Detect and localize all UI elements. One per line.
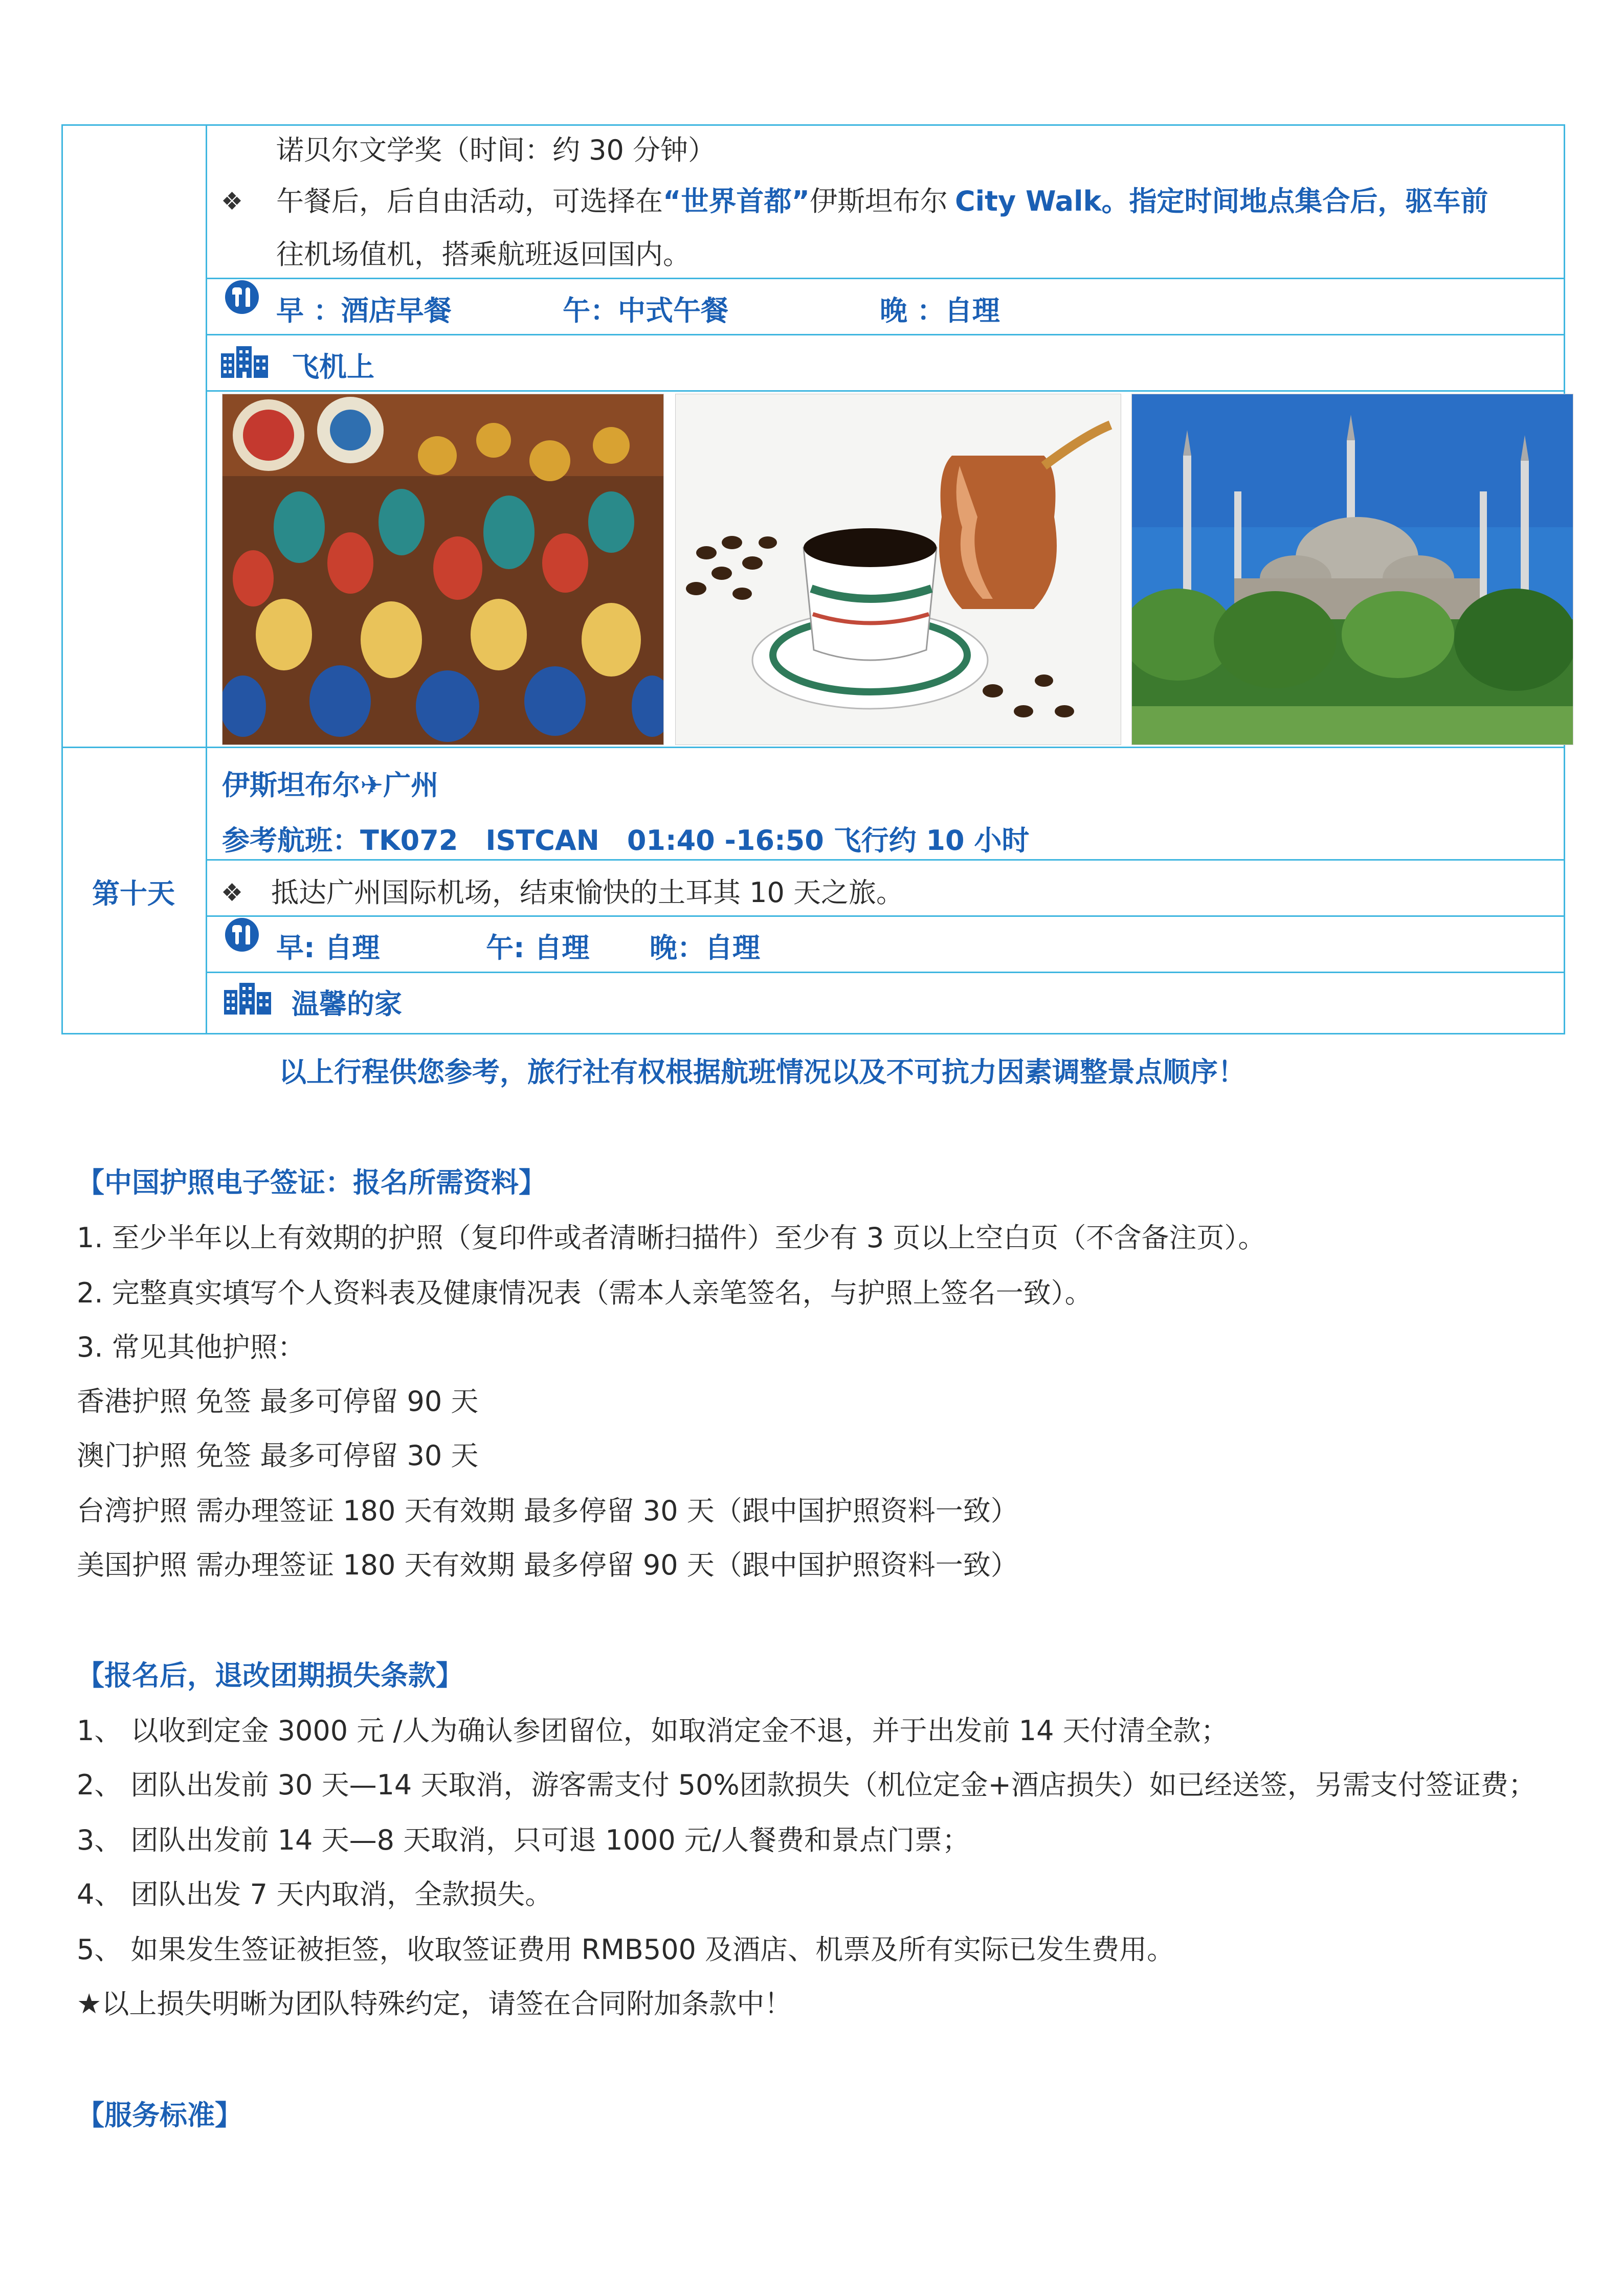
day10-dinner: 晚：自理 — [650, 932, 760, 964]
day9-hotel: 飞机上 — [292, 351, 374, 383]
day9-dinner: 晚 ：自理 — [880, 295, 1000, 327]
day10-label: 第十天 — [92, 877, 175, 910]
cancel-item: 3、 团队出发前 14 天—8 天取消，只可退 1000 元/人餐费和景点门票； — [77, 1824, 970, 1856]
photo-bazaar-lamps — [222, 394, 664, 745]
day10-lunch: 午: 自理 — [486, 932, 590, 964]
cancel-item: 5、 如果发生签证被拒签，收取签证费用 RMB500 及酒店、机票及所有实际已发生费用。 — [77, 1933, 1175, 1966]
visa-section-title: 【中国护照电子签证：报名所需资料】 — [77, 1166, 546, 1199]
cancel-item: 1、 以收到定金 3000 元 /人为确认参团留位，如取消定金不退，并于出发前 14 天付清全款； — [77, 1715, 1229, 1747]
visa-item: 2. 完整真实填写个人资料表及健康情况表（需本人亲笔签名，与护照上签名一致）。 — [77, 1277, 1093, 1309]
day10-breakfast: 早: 自理 — [276, 932, 380, 964]
day10-flight: 参考航班：TK072 ISTCAN 01:40 -16:50 飞行约 10 小时 — [222, 824, 1030, 857]
meal-icon — [225, 918, 259, 952]
meal-icon — [225, 280, 259, 314]
day9-line2-c: 伊斯坦布尔 — [809, 185, 948, 217]
day9-breakfast: 早 ：酒店早餐 — [276, 295, 452, 327]
day10-hotel: 温馨的家 — [292, 988, 402, 1020]
photo-turkish-coffee — [675, 394, 1121, 745]
day9-lunch: 午：中式午餐 — [563, 295, 728, 327]
day10-desc: 抵达广州国际机场，结束愉快的土耳其 10 天之旅。 — [271, 876, 904, 909]
day9-line2 — [276, 185, 1488, 218]
bullet-icon: ❖ — [221, 187, 243, 216]
table-rule — [206, 915, 1565, 917]
table-rule — [206, 278, 1565, 279]
cancel-item: ★以上损失明晰为团队特殊约定，请签在合同附加条款中！ — [77, 1988, 792, 2020]
day9-line3: 往机场值机，搭乘航班返回国内。 — [276, 238, 691, 271]
day9-line1: 诺贝尔文学奖（时间：约 30 分钟） — [276, 134, 716, 166]
day10-route: 伊斯坦布尔✈广州 — [222, 769, 439, 801]
table-divider — [206, 124, 207, 1034]
cancel-item: 4、 团队出发 7 天内取消，全款损失。 — [77, 1878, 553, 1910]
day9-line2-b: “世界首都” — [663, 185, 810, 217]
cancel-section-title: 【报名后，退改团期损失条款】 — [77, 1659, 463, 1692]
photo-blue-mosque — [1131, 394, 1573, 745]
day9-line2-d: City Walk。 — [954, 185, 1129, 217]
table-rule — [61, 747, 1565, 748]
table-rule — [206, 334, 1565, 335]
hotel-icon — [223, 981, 272, 1015]
table-rule — [206, 390, 1565, 392]
hotel-icon — [220, 344, 269, 378]
visa-item: 3. 常见其他护照： — [77, 1331, 305, 1363]
cancel-item: 2、 团队出发前 30 天—14 天取消，游客需支付 50%团款损失（机位定金+酒店损失）如已经送签，另需支付签证费； — [77, 1769, 1536, 1801]
visa-item: 美国护照 需办理签证 180 天有效期 最多停留 90 天（跟中国护照资料一致） — [77, 1549, 1018, 1581]
visa-item: 台湾护照 需办理签证 180 天有效期 最多停留 30 天（跟中国护照资料一致） — [77, 1495, 1018, 1527]
service-section-title: 【服务标准】 — [77, 2099, 242, 2131]
day9-line2-e: 指定时间地点集合后，驱车前 — [1129, 185, 1488, 217]
visa-item: 澳门护照 免签 最多可停留 30 天 — [77, 1439, 479, 1472]
table-rule — [206, 972, 1565, 973]
table-rule — [206, 859, 1565, 861]
day9-line2-a: 午餐后，后自由活动，可选择在 — [276, 185, 663, 217]
bullet-icon: ❖ — [221, 879, 243, 907]
itinerary-note: 以上行程供您参考，旅行社有权根据航班情况以及不可抗力因素调整景点顺序！ — [279, 1056, 1245, 1088]
visa-item: 1. 至少半年以上有效期的护照（复印件或者清晰扫描件）至少有 3 页以上空白页（不含备注页）。 — [77, 1222, 1266, 1254]
visa-item: 香港护照 免签 最多可停留 90 天 — [77, 1385, 479, 1417]
